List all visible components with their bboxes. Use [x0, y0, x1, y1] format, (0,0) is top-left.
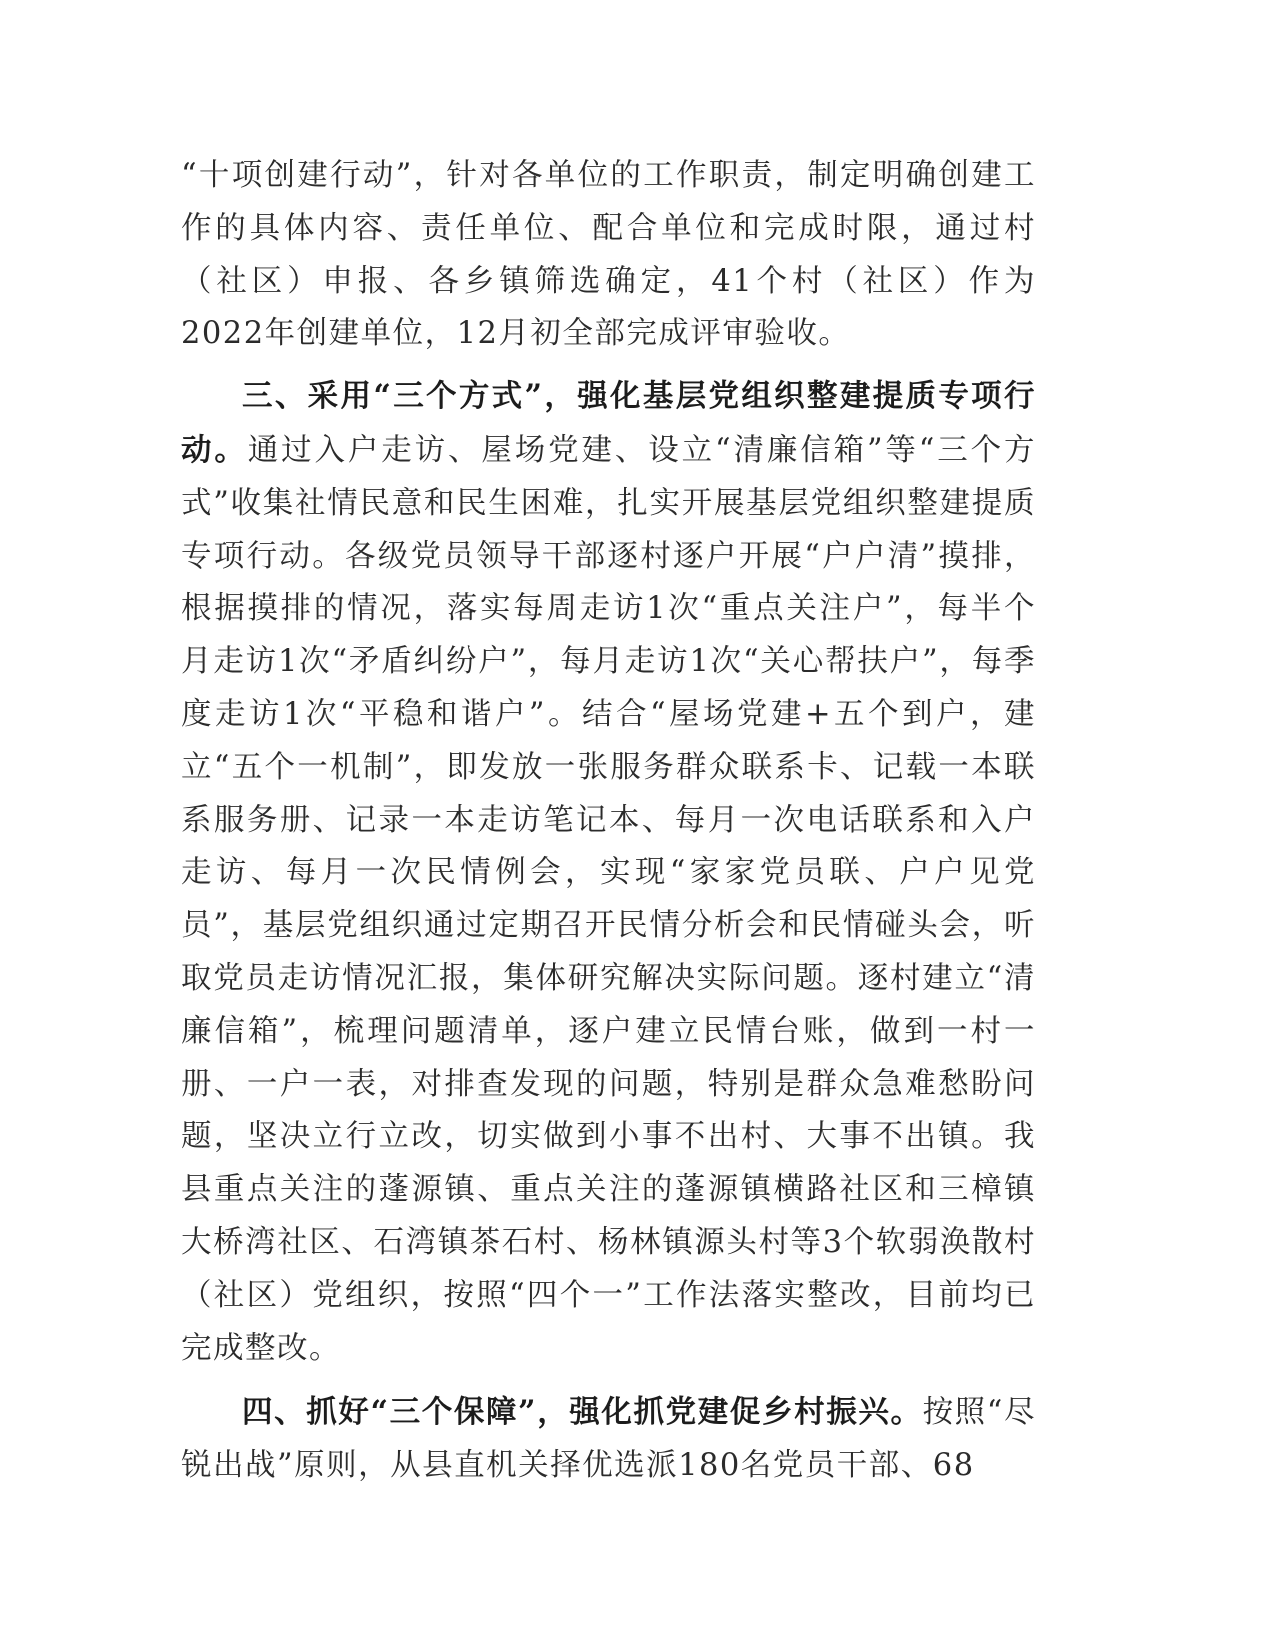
- section-4-heading: 四、抓好“三个保障”，强化抓党建促乡村振兴。: [242, 1394, 923, 1431]
- paragraph-2-body: 通过入户走访、屋场党建、设立“清廉信箱”等“三个方式”收集社情民意和民生困难，扎实开展基层党组织整建提质专项行动。各级党员领导干部逐村逐户开展“户户清”摸排，根据摸排的情况，落实每周走访1次“重点关注户”，每半个月走访1次“矛盾纠纷户”，每月走访1次“关心帮扶户”，每季度走访1次“平稳和谐户”。结合“屋场党建+五个到户，建立“五个一机制”，即发放一张服务群众联系卡、记载一本联系服务册、记录一本走访笔记本、每月一次电话联系和入户走访、每月一次民情例会，实现“家家党员联、户户见党员”，基层党组织通过定期召开民情分析会和民情碰头会，听取党员走访情况汇报，集体研究解决实际问题。逐村建立“清廉信箱”，梳理问题清单，逐户建立民情台账，做到一村一册、一户一表，对排查发现的问题，特别是群众急难愁盼问题，坚决立行立改，切实做到小事不出村、大事不出镇。我县重点关注的蓬源镇、重点关注的蓬源镇横路社区和三樟镇大桥湾社区、石湾镇茶石村、杨林镇源头村等3个软弱涣散村（社区）党组织，按照“四个一”工作法落实整改，目前均已完成整改。: [181, 432, 1036, 1366]
- paragraph-2: [181, 370, 1036, 1375]
- paragraph-3: [181, 1386, 1036, 1493]
- section-3-heading: 三、采用“三个方式”，强化基层党组织整建提质专项行动。: [181, 378, 1036, 468]
- paragraph-1: [181, 150, 1036, 361]
- paragraph-3-body: 按照“尽锐出战”原则，从县直机关择优选派180名党员干部、68: [181, 1395, 1036, 1484]
- paragraph-1-body: “十项创建行动”，针对各单位的工作职责，制定明确创建工作的具体内容、责任单位、配合单位和完成时限，通过村（社区）申报、各乡镇筛选确定，41个村（社区）作为2022年创建单位，12月初全部完成评审验收。: [181, 158, 1036, 352]
- document-page: [181, 150, 1036, 1493]
